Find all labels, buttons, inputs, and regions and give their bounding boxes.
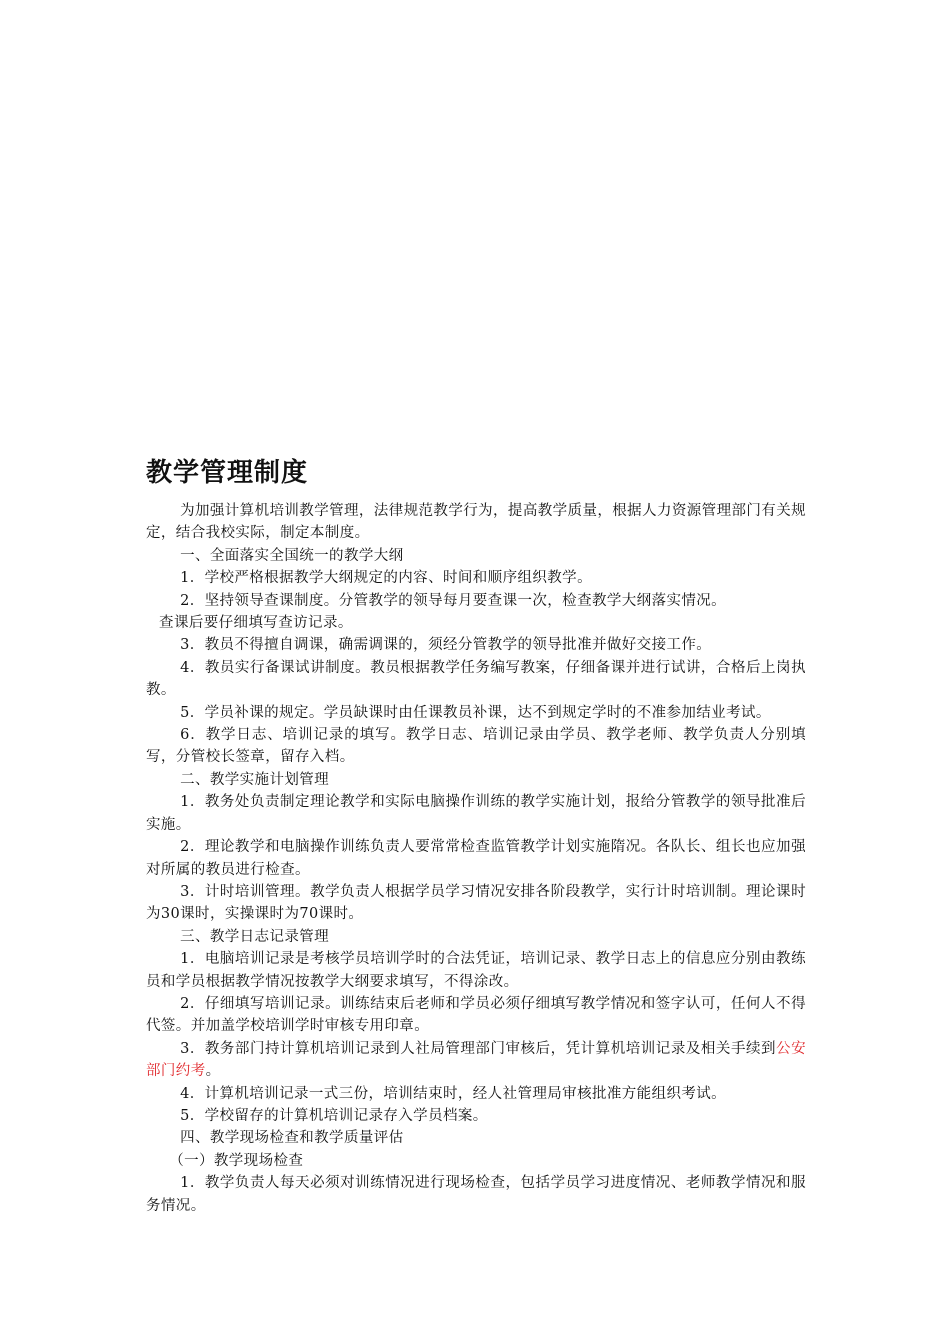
paragraph-item: 2．坚持领导查课制度。分管教学的领导每月要查课一次，检查教学大纲落实情况。 bbox=[180, 592, 727, 609]
section-heading-3: 三、教学日志记录管理 bbox=[180, 928, 330, 945]
paragraph-item: 1．学校严格根据教学大纲规定的内容、时间和顺序组织教学。 bbox=[180, 570, 592, 587]
paragraph-end: 。 bbox=[205, 1063, 221, 1080]
page-title: 教学管理制度 bbox=[146, 458, 309, 488]
paragraph-text: 3．教务部门持计算机培训记录到人社局管理部门审核后，凭计算机培训记录及相关手续到 bbox=[180, 1040, 777, 1057]
section-heading-4: 四、教学现场检查和教学质量评估 bbox=[180, 1130, 404, 1147]
section-heading-2: 二、教学实施计划管理 bbox=[180, 771, 330, 788]
paragraph-item: 4．计算机培训记录一式三份，培训结束时，经人社管理局审核批准方能组织考试。 bbox=[180, 1085, 727, 1102]
paragraph-item: 查课后要仔细填写查访记录。 bbox=[159, 615, 353, 632]
paragraph-item: 6．教学日志、培训记录的填写。教学日志、培训记录由学员、教学老师、教学负责人分别填写，分管校长签章，留存入档。 bbox=[146, 727, 806, 766]
document-body bbox=[146, 456, 806, 1217]
paragraph-item: 2．仔细填写培训记录。训练结束后老师和学员必须仔细填写教学情况和签字认可，任何人不得代签。并加盖学校培训学时审核专用印章。 bbox=[146, 995, 806, 1035]
paragraph-item: 2．理论教学和电脑操作训练负责人要常常检查监管教学计划实施隋况。各队长、组长也应加强对所属的教员进行检查。 bbox=[146, 839, 806, 878]
highlighted-text: 公安部门约考 bbox=[146, 1040, 806, 1080]
paragraph-item: 1．电脑培训记录是考核学员培训学时的合法凭证，培训记录、教学日志上的信息应分别由教练员和学员根据教学情况按教学大纲要求填写，不得涂改。 bbox=[146, 951, 806, 990]
paragraph-item: 4．教员实行备课试讲制度。教员根据教学任务编写教案，仔细备课并进行试讲，合格后上岗执教。 bbox=[146, 659, 806, 699]
paragraph-item: 3．计时培训管理。教学负责人根据学员学习情况安排各阶段教学，实行计时培训制。理论课时为30课时，实操课时为70课时。 bbox=[146, 883, 806, 923]
paragraph-item-with-highlight bbox=[146, 1038, 806, 1083]
paragraph-item: 1．教学负责人每天必须对训练情况进行现场检查，包括学员学习进度情况、老师教学情况和服务情况。 bbox=[146, 1175, 806, 1214]
paragraph-item: 1．教务处负责制定理论教学和实际电脑操作训练的教学实施计划，报给分管教学的领导批准后实施。 bbox=[146, 794, 806, 833]
subsection-heading: （一）教学现场检查 bbox=[169, 1152, 304, 1169]
paragraph-item: 5．学校留存的计算机培训记录存入学员档案。 bbox=[180, 1107, 488, 1124]
paragraph-item: 3．教员不得擅自调课，确需调课的，须经分管教学的领导批准并做好交接工作。 bbox=[180, 637, 712, 654]
paragraph-intro: 为加强计算机培训教学管理，法律规范教学行为，提高教学质量，根据人力资源管理部门有关规定，结合我校实际，制定本制度。 bbox=[146, 503, 806, 542]
paragraph-item: 5．学员补课的规定。学员缺课时由任课教员补课，达不到规定学时的不准参加结业考试。 bbox=[180, 704, 771, 721]
section-heading-1: 一、全面落实全国统一的教学大纲 bbox=[180, 547, 404, 564]
